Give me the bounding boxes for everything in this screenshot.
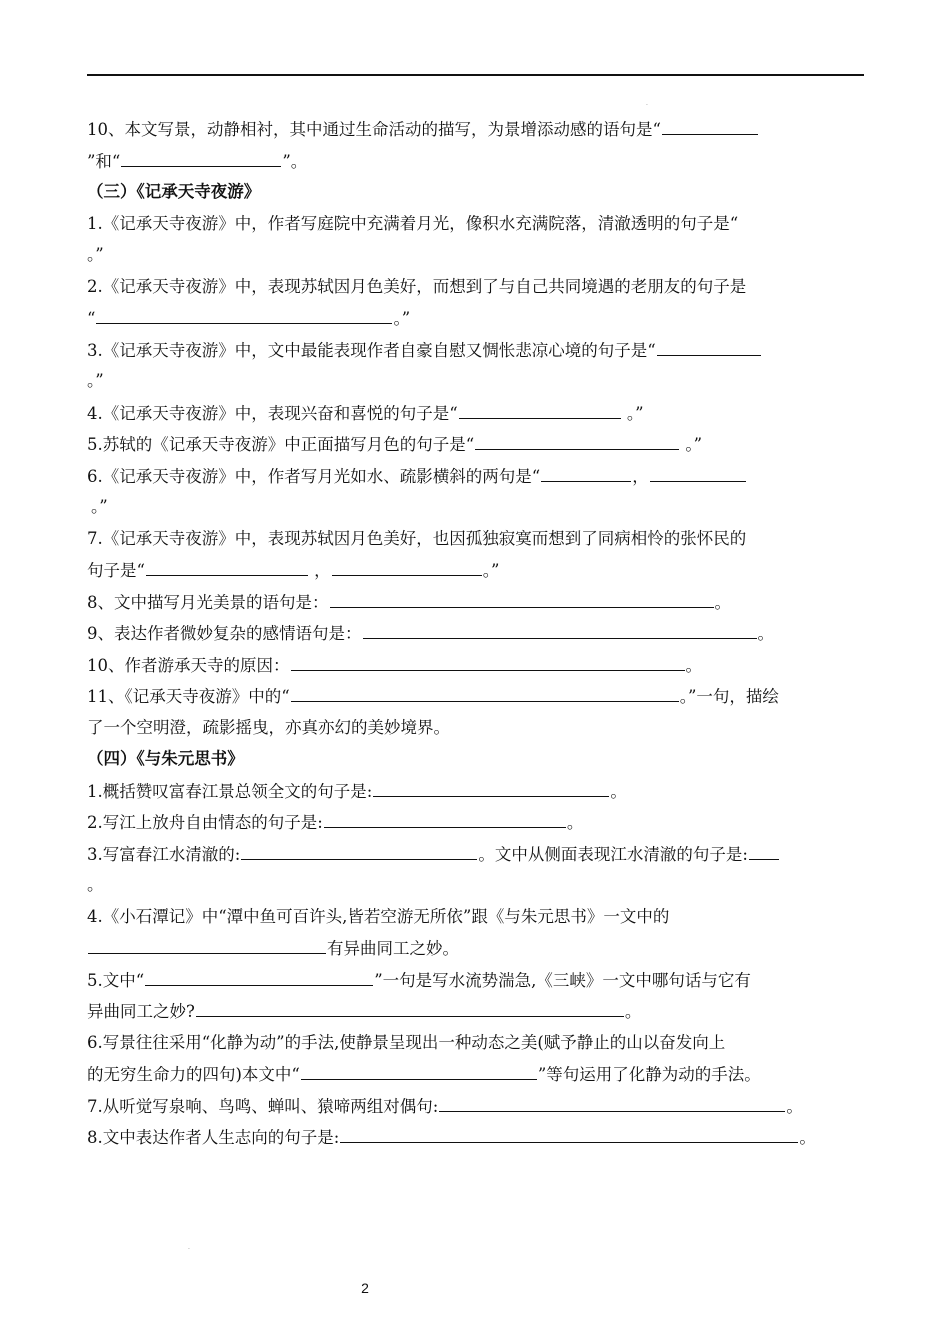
question-text: 。” bbox=[393, 309, 411, 328]
answer-blank[interactable] bbox=[657, 334, 761, 356]
question-line bbox=[87, 145, 864, 177]
question-text: 的无穷生命力的四句)本文中“ bbox=[87, 1065, 300, 1084]
question-text: 了一个空明澄，疏影摇曳，亦真亦幻的美妙境界。 bbox=[87, 717, 450, 737]
answer-blank[interactable] bbox=[196, 995, 624, 1017]
question-text: 4.《记承天寺夜游》中，表现兴奋和喜悦的句子是“ bbox=[87, 403, 458, 423]
question-text: 。” bbox=[91, 497, 108, 516]
question-line bbox=[87, 901, 864, 933]
question-line bbox=[87, 964, 864, 996]
page-number: 2 bbox=[361, 1280, 369, 1296]
section-heading bbox=[87, 176, 864, 208]
answer-blank[interactable] bbox=[340, 1121, 798, 1143]
answer-blank[interactable] bbox=[291, 680, 679, 702]
answer-blank[interactable] bbox=[96, 302, 392, 324]
question-line bbox=[87, 838, 864, 870]
question-text: 。 bbox=[610, 781, 627, 801]
header-rule bbox=[87, 74, 864, 76]
question-line bbox=[87, 365, 864, 397]
question-text: ， bbox=[308, 561, 331, 580]
question-line bbox=[87, 302, 864, 334]
question-text: 10、本文写景，动静相衬，其中通过生命活动的描写，为景增添动感的语句是“ bbox=[87, 120, 661, 139]
question-text: 7.《记承天寺夜游》中，表现苏轼因月色美好，也因孤独寂寞而想到了同病相怜的张怀民的 bbox=[87, 528, 747, 548]
question-text: 句子是“ bbox=[87, 561, 145, 580]
question-text: （三）《记承天寺夜游》 bbox=[87, 182, 261, 201]
question-line bbox=[87, 775, 864, 807]
question-text: 1.概括赞叹富春江景总领全文的句子是: bbox=[87, 781, 373, 801]
question-text: ”。 bbox=[282, 151, 308, 171]
question-line bbox=[87, 1027, 864, 1059]
question-text: 3.《记承天寺夜游》中，文中最能表现作者自豪自慰又惆怅悲凉心境的句子是“ bbox=[87, 340, 656, 360]
question-text: 5.苏轼的《记承天寺夜游》中正面描写月色的句子是“ bbox=[87, 435, 475, 454]
question-line bbox=[87, 271, 864, 303]
answer-blank[interactable] bbox=[541, 460, 631, 482]
question-text: 。” bbox=[87, 371, 104, 390]
question-text: 。 bbox=[714, 592, 731, 612]
question-line bbox=[87, 239, 864, 271]
question-line bbox=[87, 995, 864, 1027]
question-text: 2.《记承天寺夜游》中，表现苏轼因月色美好，而想到了与自己共同境遇的老朋友的句子是 bbox=[87, 276, 747, 296]
question-text: ， bbox=[632, 466, 649, 486]
scan-dot: . bbox=[646, 100, 648, 107]
worksheet-body bbox=[87, 113, 864, 1153]
question-line bbox=[87, 208, 864, 240]
question-text: ”等句运用了化静为动的手法。 bbox=[537, 1065, 761, 1084]
question-text: “ bbox=[87, 309, 96, 328]
question-line bbox=[87, 617, 864, 649]
question-line bbox=[87, 649, 864, 681]
question-text: 异曲同工之妙? bbox=[87, 1002, 195, 1021]
question-text: 2.写江上放舟自由情态的句子是: bbox=[87, 813, 323, 832]
question-text: 1.《记承天寺夜游》中，作者写庭院中充满着月光，像积水充满院落，清澈透明的句子是“ bbox=[87, 213, 739, 233]
question-line bbox=[87, 932, 864, 964]
question-text: 。 bbox=[799, 1128, 816, 1147]
question-text: 。 bbox=[87, 875, 104, 894]
question-line bbox=[87, 113, 864, 145]
question-text: 。 bbox=[786, 1096, 803, 1116]
question-line bbox=[87, 428, 864, 460]
question-text: 6.写景往往采用“化静为动”的手法,使静景呈现出一种动态之美(赋予静止的山以奋发向上 bbox=[87, 1032, 726, 1052]
question-line bbox=[87, 397, 864, 429]
question-text: 。 bbox=[624, 1002, 642, 1021]
question-line bbox=[87, 334, 864, 366]
question-line bbox=[87, 554, 864, 586]
answer-blank[interactable] bbox=[145, 964, 373, 986]
question-line bbox=[87, 460, 864, 492]
question-text: 。文中从侧面表现江水清澈的句子是: bbox=[478, 844, 748, 864]
question-text: 有异曲同工之妙。 bbox=[327, 939, 459, 958]
question-text: 5.文中“ bbox=[87, 970, 145, 990]
answer-blank[interactable] bbox=[363, 617, 757, 639]
question-line bbox=[87, 806, 864, 838]
question-line bbox=[87, 1090, 864, 1122]
question-line bbox=[87, 1121, 864, 1153]
answer-blank[interactable] bbox=[324, 806, 566, 828]
question-text: ”和“ bbox=[87, 151, 121, 171]
question-text: （四）《与朱元思书》 bbox=[87, 749, 244, 768]
question-text: 。 bbox=[566, 813, 584, 832]
question-text: 8.文中表达作者人生志向的句子是: bbox=[87, 1128, 340, 1147]
question-line bbox=[87, 869, 864, 901]
answer-blank[interactable] bbox=[332, 554, 482, 576]
answer-blank[interactable] bbox=[146, 554, 308, 576]
question-text: 。” bbox=[87, 245, 104, 264]
question-text: 。” bbox=[680, 435, 703, 454]
question-text: 7.从听觉写泉响、鸟鸣、蝉叫、猿啼两组对偶句: bbox=[87, 1096, 439, 1116]
question-text: 8、文中描写月光美景的语句是： bbox=[87, 592, 329, 612]
scan-dot: . bbox=[188, 1244, 190, 1251]
question-line bbox=[87, 491, 864, 523]
question-text: 6.《记承天寺夜游》中，作者写月光如水、疏影横斜的两句是“ bbox=[87, 466, 541, 486]
question-text: 。 bbox=[757, 624, 774, 643]
question-text: 4.《小石潭记》中“潭中鱼可百许头,皆若空游无所依”跟《与朱元思书》一文中的 bbox=[87, 906, 670, 926]
answer-blank[interactable] bbox=[475, 428, 679, 450]
question-text: 。” bbox=[621, 403, 644, 423]
answer-blank[interactable] bbox=[301, 1058, 537, 1080]
question-line bbox=[87, 1058, 864, 1090]
question-text: 10、作者游承天寺的原因： bbox=[87, 655, 290, 675]
answer-blank[interactable] bbox=[662, 113, 758, 135]
section-heading bbox=[87, 743, 864, 775]
answer-blank[interactable] bbox=[373, 775, 609, 797]
question-text: 。” bbox=[482, 561, 500, 580]
question-text: 11、《记承天寺夜游》中的“ bbox=[87, 687, 290, 706]
question-text: 9、表达作者微妙复杂的感情语句是： bbox=[87, 624, 362, 643]
answer-blank[interactable] bbox=[439, 1090, 785, 1112]
question-text: 3.写富春江水清澈的: bbox=[87, 844, 241, 864]
answer-blank[interactable] bbox=[650, 460, 746, 482]
question-line bbox=[87, 712, 864, 744]
question-line bbox=[87, 680, 864, 712]
answer-blank[interactable] bbox=[330, 586, 714, 608]
answer-blank[interactable] bbox=[291, 649, 685, 671]
answer-blank[interactable] bbox=[459, 397, 621, 419]
question-text: 。”一句，描绘 bbox=[679, 687, 779, 706]
answer-blank[interactable] bbox=[241, 838, 477, 860]
question-text: 。 bbox=[685, 655, 702, 675]
question-text: ”一句是写水流势湍急,《三峡》一文中哪句话与它有 bbox=[374, 970, 751, 990]
question-line bbox=[87, 523, 864, 555]
question-line bbox=[87, 586, 864, 618]
answer-blank[interactable] bbox=[88, 932, 326, 954]
answer-blank[interactable] bbox=[749, 838, 779, 860]
answer-blank[interactable] bbox=[121, 145, 281, 167]
